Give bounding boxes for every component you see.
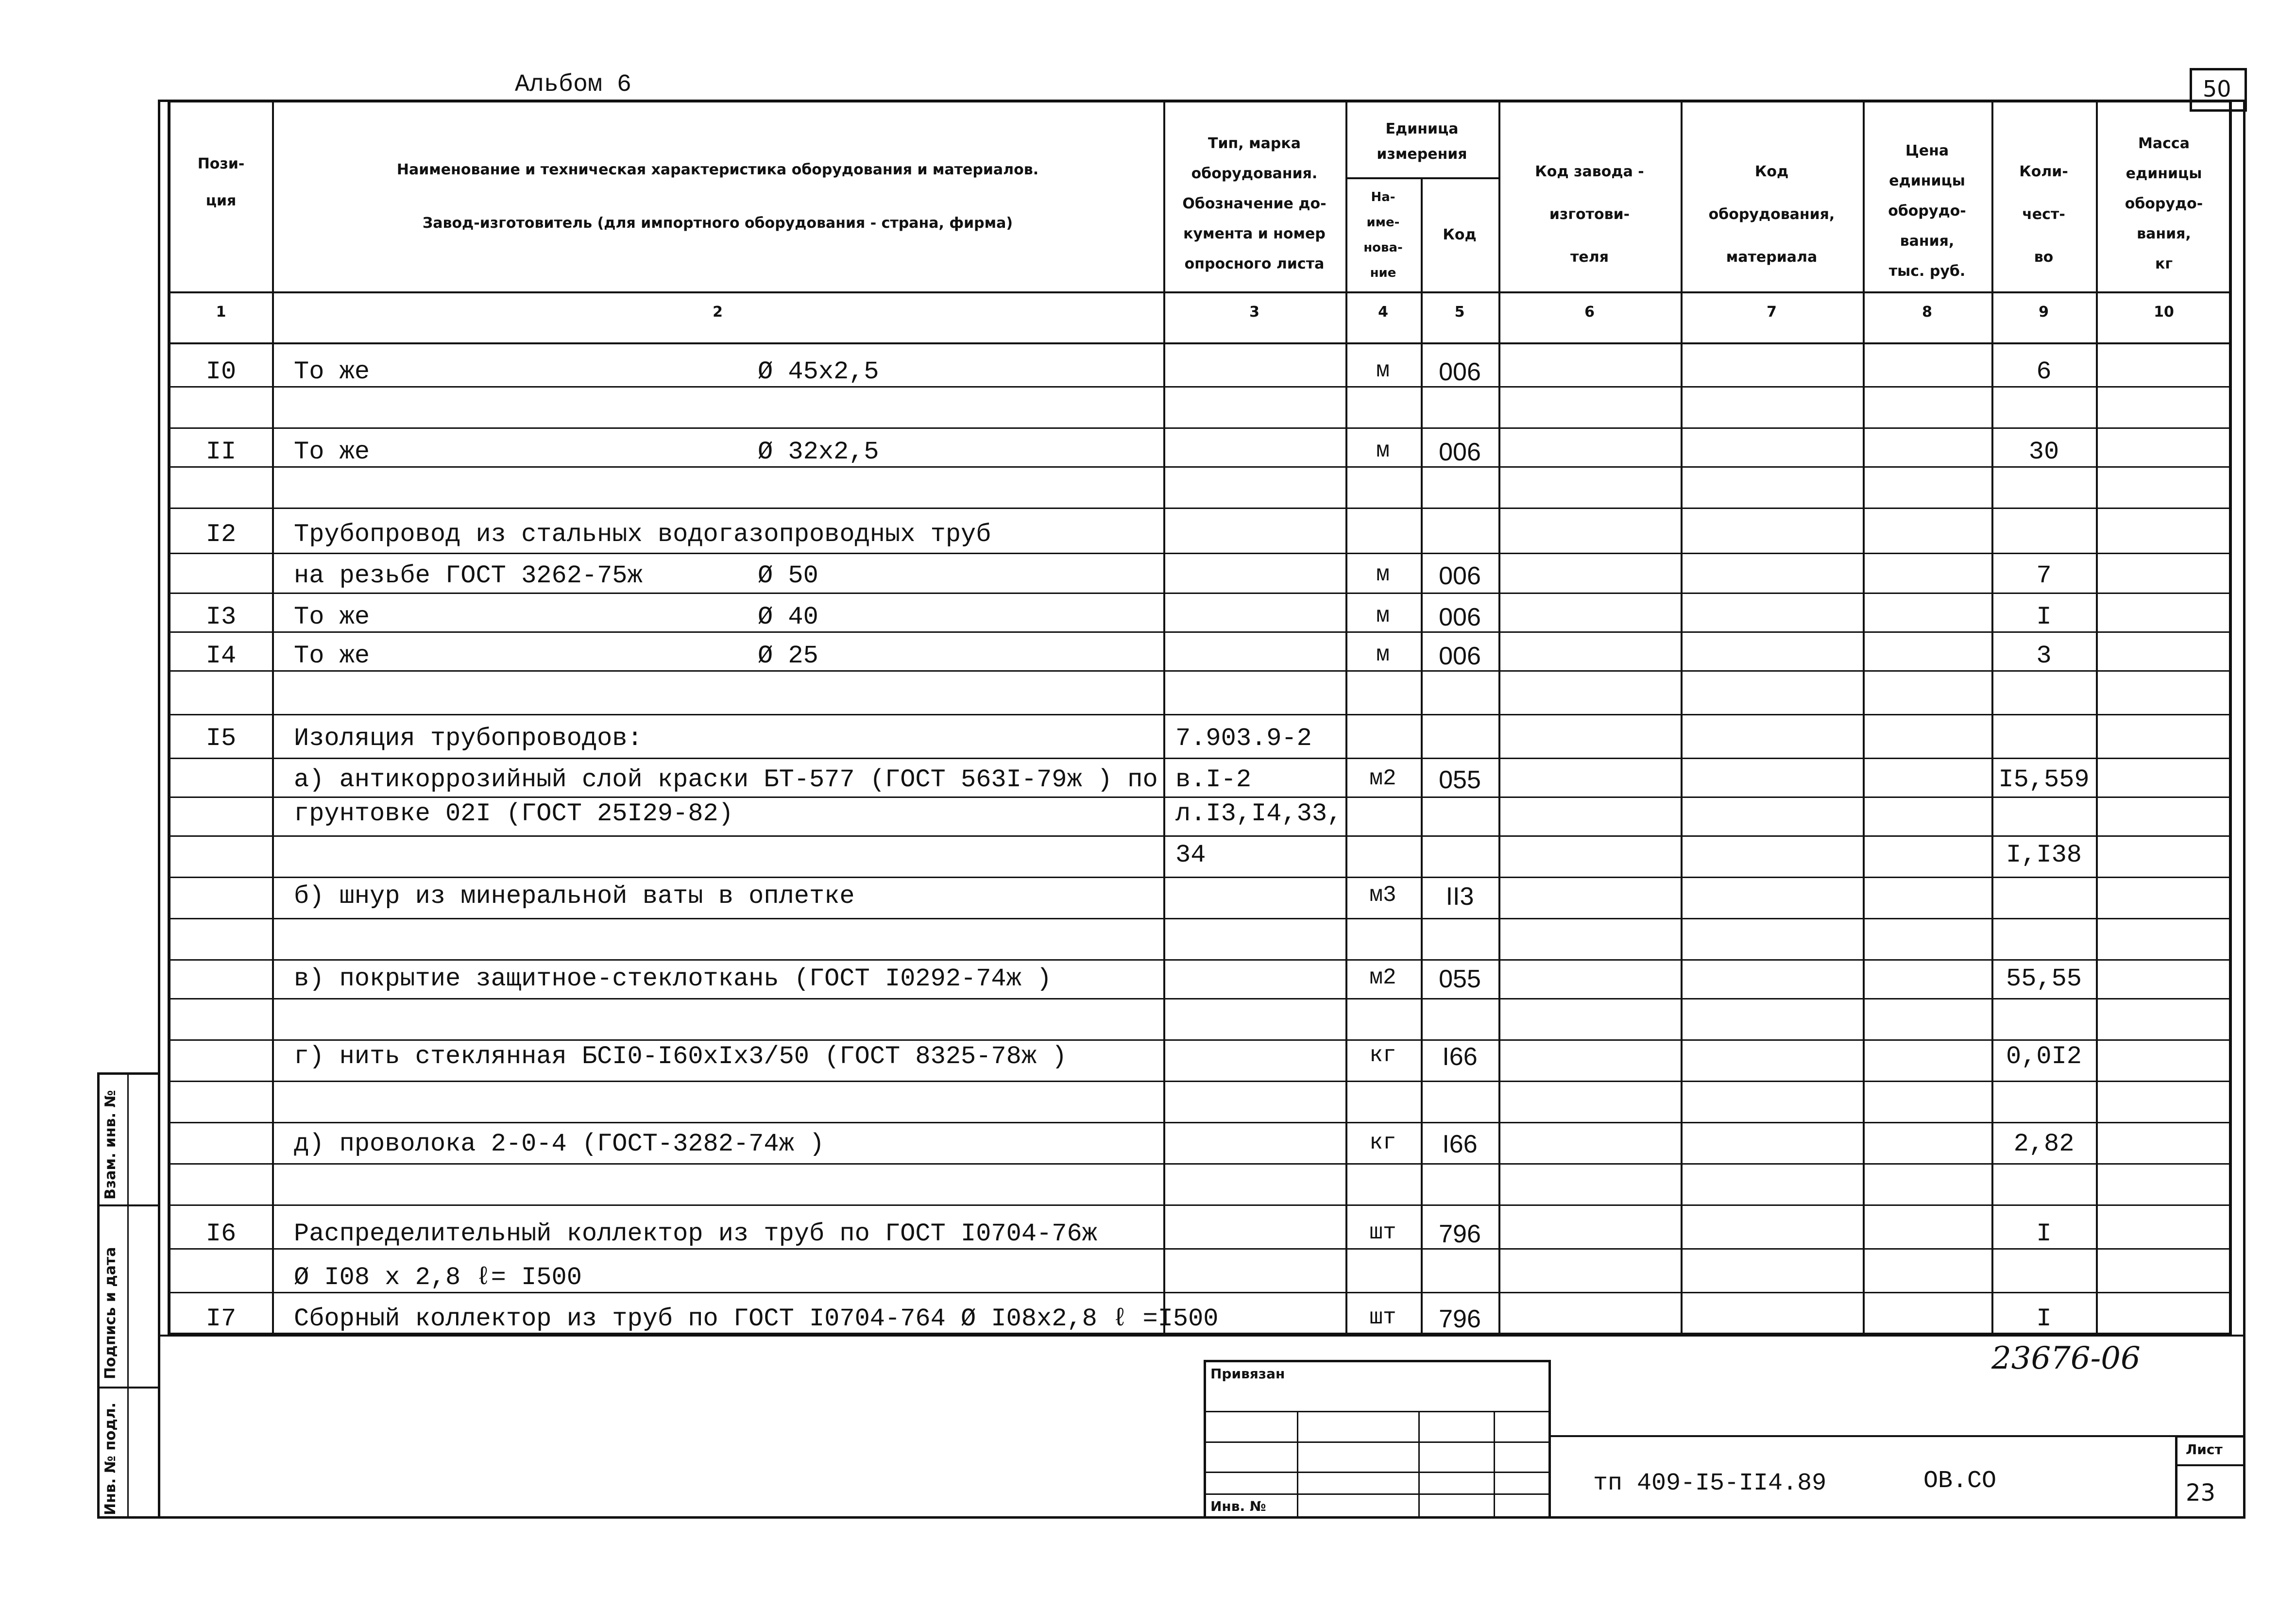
unit-code-cell: 006	[1439, 603, 1481, 631]
item-name-cell: Ø I08 x 2,8 ℓ= I500	[294, 1263, 582, 1292]
unit-name-cell: шт	[1369, 1305, 1396, 1330]
unit-code-cell: 055	[1439, 766, 1481, 794]
item-name-cell: Изоляция трубопроводов:	[294, 724, 643, 753]
row-separator-line	[168, 631, 2232, 633]
stamp-vline-3	[1494, 1411, 1495, 1519]
item-name-cell: То же	[294, 357, 370, 386]
dimension-cell: Ø 50	[758, 561, 818, 590]
unit-code-cell: I66	[1442, 1043, 1478, 1071]
stamp-line-3	[1204, 1472, 1551, 1473]
item-name-cell: на резьбе ГОСТ 3262-75ж	[294, 561, 643, 590]
unit-code-cell: II3	[1446, 882, 1474, 911]
position-cell: I7	[205, 1304, 237, 1333]
inv-label: Инв. №	[1210, 1498, 1266, 1514]
unit-name-cell: кг	[1369, 1043, 1396, 1068]
row-separator-line	[168, 1039, 2232, 1041]
unit-code-cell: 796	[1439, 1220, 1481, 1248]
unit-code-cell: 006	[1439, 438, 1481, 466]
col-num-10: 10	[2154, 304, 2174, 321]
col-num-8: 8	[1922, 304, 1932, 321]
handwritten-number: 23676-06	[1991, 1340, 2141, 1376]
dimension-cell: Ø 25	[758, 642, 818, 670]
dimension-cell: Ø 40	[758, 603, 818, 631]
quantity-cell: I,I38	[2006, 841, 2082, 869]
item-name-cell: а) антикоррозийный слой краски БТ-577 (ГОСТ 563I-79ж ) по	[294, 765, 1158, 794]
row-separator-line	[168, 1292, 2232, 1293]
sidebar-line-1	[97, 1204, 160, 1206]
item-name-cell: Сборный коллектор из труб по ГОСТ I0704-764 Ø I08x2,8 ℓ =I500	[294, 1304, 1219, 1333]
col-line-4	[1421, 177, 1423, 1336]
position-cell: I6	[205, 1219, 237, 1248]
row-separator-line	[168, 1163, 2232, 1165]
stamp-vline-1	[1297, 1411, 1298, 1519]
col-line-9	[2096, 100, 2098, 1336]
colnum-bottom-line	[168, 342, 2232, 344]
row-separator-line	[168, 593, 2232, 594]
col-num-2: 2	[713, 304, 723, 321]
quantity-cell: I5,559	[1998, 765, 2090, 794]
col-line-8	[1991, 100, 1993, 1336]
stamp-line-4	[1204, 1493, 1551, 1495]
col-header-unit: Единица измерения	[1377, 120, 1467, 163]
col-line-5	[1498, 100, 1500, 1336]
position-cell: I2	[205, 520, 237, 549]
position-cell: II	[205, 438, 237, 466]
title-block-line	[1551, 1435, 2245, 1437]
project-code: тп 409-I5-II4.89	[1593, 1470, 1827, 1497]
unit-name-cell: м	[1376, 642, 1390, 667]
unit-name-cell: м	[1376, 562, 1390, 587]
unit-name-cell: м	[1376, 603, 1390, 628]
col-header-mass: Масса единицы оборудо- вания, кг	[2125, 135, 2203, 272]
unit-name-cell: м2	[1369, 766, 1396, 791]
sidebar-divider	[127, 1072, 129, 1519]
unit-name-cell: м	[1376, 358, 1390, 383]
row-separator-line	[168, 1081, 2232, 1082]
quantity-cell: 2,82	[2013, 1130, 2075, 1158]
unit-code-cell: 006	[1439, 642, 1481, 670]
sidebar-label-replace-inv: Взам. инв. №	[102, 1090, 119, 1200]
quantity-cell: I	[2036, 1219, 2052, 1248]
unit-code-cell: 796	[1439, 1305, 1481, 1333]
row-separator-line	[168, 998, 2232, 999]
col-header-position: Пози- ция	[197, 155, 245, 209]
row-separator-line	[168, 466, 2232, 468]
row-separator-line	[168, 796, 2232, 798]
item-name-cell: Трубопровод из стальных водогазопроводных труб	[294, 520, 991, 549]
row-separator-line	[168, 670, 2232, 672]
row-separator-line	[168, 758, 2232, 759]
sheet-number: 23	[2186, 1479, 2216, 1507]
unit-code-cell: 006	[1439, 358, 1481, 386]
row-separator-line	[168, 508, 2232, 509]
quantity-cell: 7	[2036, 561, 2052, 590]
dimension-cell: Ø 32x2,5	[758, 438, 879, 466]
quantity-cell: I	[2036, 603, 2052, 631]
row-separator-line	[168, 1122, 2232, 1123]
item-name-cell: То же	[294, 642, 370, 670]
stamp-vline-2	[1418, 1411, 1420, 1519]
col-header-name: Наименование и техническая характеристика оборудования и материалов. Завод-изготовитель (для импортного оборудования - страна, фирма)	[396, 161, 1039, 232]
position-cell: I3	[205, 603, 237, 631]
item-name-cell: б) шнур из минеральной ваты в оплетке	[294, 882, 855, 911]
col-line-6	[1681, 100, 1683, 1336]
row-separator-line	[168, 835, 2232, 837]
sidebar-line-2	[97, 1387, 160, 1389]
item-name-cell: грунтовке 02I (ГОСТ 25I29-82)	[294, 799, 733, 828]
quantity-cell: 55,55	[2006, 965, 2082, 993]
col-header-factory-code: Код завода - изготови- теля	[1535, 163, 1644, 266]
row-separator-line	[168, 918, 2232, 919]
unit-name-cell: м3	[1369, 882, 1396, 908]
row-separator-line	[168, 959, 2232, 961]
unit-code-cell: I66	[1442, 1130, 1478, 1158]
sheet-label: Лист	[2186, 1441, 2223, 1457]
quantity-cell: 30	[2028, 438, 2059, 466]
item-name-cell: в) покрытие защитное-стеклоткань (ГОСТ I0292-74ж )	[294, 965, 1052, 993]
item-name-cell: То же	[294, 603, 370, 631]
header-bottom-line	[168, 291, 2232, 293]
sidebar-label-signature: Подпись и дата	[102, 1247, 119, 1379]
quantity-cell: I	[2036, 1304, 2052, 1333]
document-cell: 7.903.9-2	[1175, 724, 1312, 753]
col-header-quantity: Коли- чест- во	[2019, 163, 2068, 266]
col-header-material-code: Код оборудования, материала	[1708, 163, 1835, 266]
stamp-line-1	[1204, 1411, 1551, 1412]
row-separator-line	[168, 1248, 2232, 1250]
item-name-cell: д) проволока 2-0-4 (ГОСТ-3282-74ж )	[294, 1130, 825, 1158]
page-number: 50	[2203, 76, 2231, 102]
col-num-1: 1	[216, 304, 226, 321]
document-cell: л.I3,I4,33,	[1175, 799, 1343, 828]
col-header-unit-code: Код	[1443, 226, 1477, 243]
document-cell: в.I-2	[1175, 765, 1252, 794]
item-name-cell: Распределительный коллектор из труб по ГОСТ I0704-76ж	[294, 1219, 1097, 1248]
row-separator-line	[168, 877, 2232, 878]
quantity-cell: 3	[2036, 642, 2052, 670]
unit-name-cell: кг	[1369, 1130, 1396, 1155]
col-num-7: 7	[1767, 304, 1777, 321]
album-label: Альбом 6	[515, 71, 632, 99]
position-cell: I4	[205, 642, 237, 670]
quantity-cell: 6	[2036, 357, 2052, 386]
unit-code-cell: 055	[1439, 965, 1481, 993]
row-separator-line	[168, 714, 2232, 715]
quantity-cell: 0,0I2	[2006, 1042, 2082, 1071]
col-num-6: 6	[1584, 304, 1595, 321]
position-cell: I0	[205, 357, 237, 386]
col-num-3: 3	[1249, 304, 1259, 321]
col-header-price: Цена единицы оборудо- вания, тыс. руб.	[1888, 142, 1966, 280]
sheet-box-line	[2175, 1464, 2245, 1466]
row-separator-line	[168, 553, 2232, 554]
document-cell: 34	[1175, 841, 1206, 869]
unit-code-cell: 006	[1439, 562, 1481, 590]
row-separator-line	[168, 386, 2232, 388]
row-separator-line	[168, 427, 2232, 429]
col-header-unit-name: На- име- нова- ние	[1363, 190, 1403, 280]
stamp-line-2	[1204, 1441, 1551, 1443]
col-line-1	[272, 100, 274, 1336]
table-bottom-line	[158, 1335, 2245, 1337]
col-line-2	[1163, 100, 1165, 1336]
dimension-cell: Ø 45x2,5	[758, 357, 879, 386]
unit-name-cell: м	[1376, 438, 1390, 463]
item-name-cell: То же	[294, 438, 370, 466]
col-num-4: 4	[1378, 304, 1388, 321]
col-num-5: 5	[1454, 304, 1465, 321]
col-header-type: Тип, марка оборудования. Обозначение до- кумента и номер опросного листа	[1182, 135, 1327, 272]
sidebar-label-inv-orig: Инв. № подл.	[102, 1402, 119, 1515]
bound-label: Привязан	[1210, 1366, 1285, 1382]
row-separator-line	[168, 1204, 2232, 1206]
col-num-9: 9	[2039, 304, 2049, 321]
unit-name-cell: шт	[1369, 1220, 1396, 1245]
section-code: ОВ.СО	[1923, 1467, 1997, 1495]
position-cell: I5	[205, 724, 237, 753]
item-name-cell: г) нить стеклянная БСI0-I60xIx3/50 (ГОСТ 8325-78ж )	[294, 1042, 1067, 1071]
unit-name-cell: м2	[1369, 965, 1396, 990]
